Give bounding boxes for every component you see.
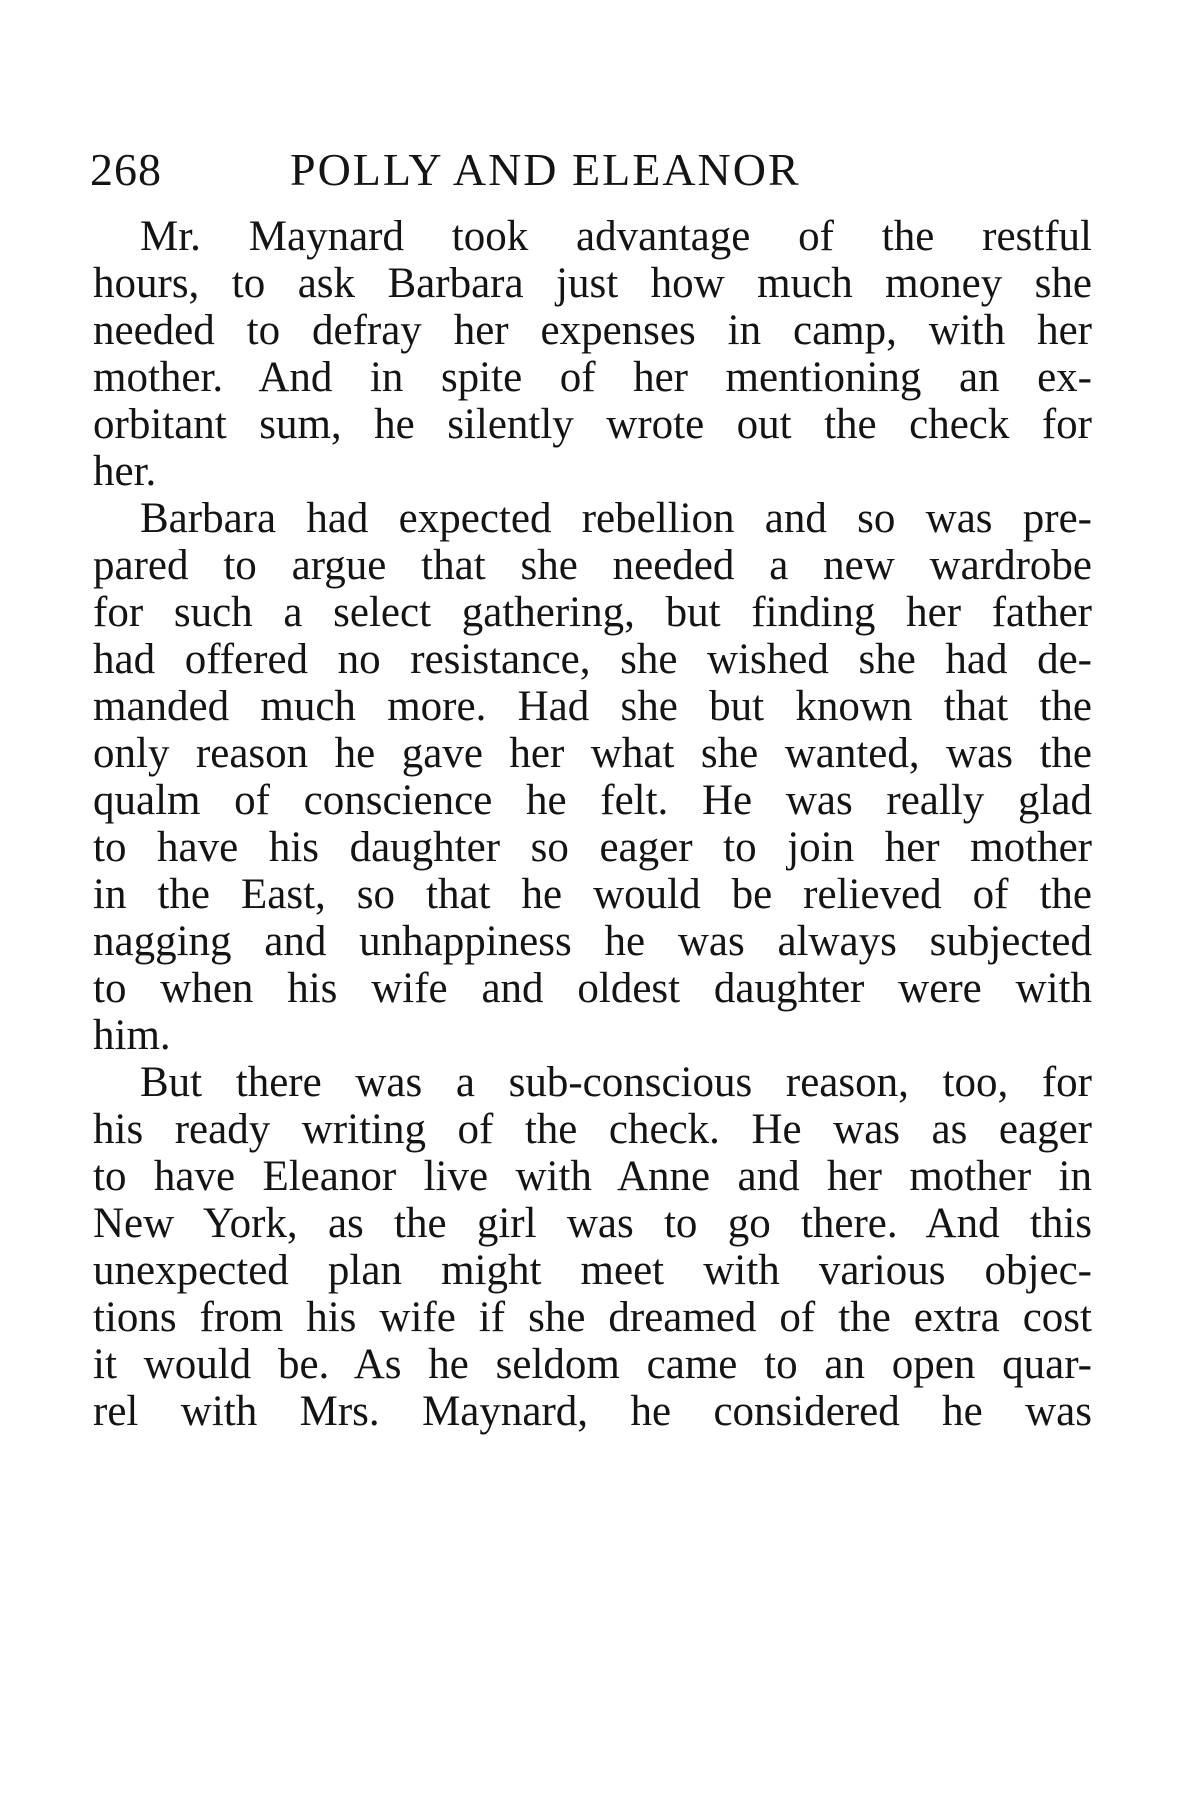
text-line: Barbara had expected rebellion and so was pre- [140, 495, 1092, 542]
text-line: unexpected plan might meet with various objec- [93, 1247, 1092, 1294]
running-title: POLLY AND ELEANOR [290, 144, 801, 195]
text-line: for such a select gathering, but finding her father [93, 589, 1092, 636]
text-line: New York, as the girl was to go there. And this [93, 1200, 1092, 1247]
text-line: in the East, so that he would be relieved of the [93, 871, 1092, 918]
text-line: needed to defray her expenses in camp, with her [93, 307, 1092, 354]
running-head [90, 140, 1090, 200]
text-line: to have Eleanor live with Anne and her mother in [93, 1153, 1092, 1200]
text-line: mother. And in spite of her mentioning an ex- [93, 354, 1092, 401]
text-line: Mr. Maynard took advantage of the restful [140, 213, 1092, 260]
text-line: to have his daughter so eager to join her mother [93, 824, 1092, 871]
text-line: to when his wife and oldest daughter were with [93, 965, 1092, 1012]
text-line: qualm of conscience he felt. He was really glad [93, 777, 1092, 824]
text-line: only reason he gave her what she wanted, was the [93, 730, 1092, 777]
text-line: pared to argue that she needed a new wardrobe [93, 542, 1092, 589]
text-line: nagging and unhappiness he was always subjected [93, 918, 1092, 965]
text-line: his ready writing of the check. He was as eager [93, 1106, 1092, 1153]
text-line: tions from his wife if she dreamed of the extra cost [93, 1294, 1092, 1341]
text-line: it would be. As he seldom came to an open quar- [93, 1341, 1092, 1388]
text-line: him. [93, 1012, 171, 1059]
text-line: her. [93, 448, 157, 495]
text-line: manded much more. Had she but known that the [93, 683, 1092, 730]
text-line: But there was a sub-conscious reason, too, for [140, 1059, 1092, 1106]
text-line: rel with Mrs. Maynard, he considered he was [93, 1388, 1092, 1435]
text-line: had offered no resistance, she wished she had de- [93, 636, 1092, 683]
text-line: hours, to ask Barbara just how much money she [93, 260, 1092, 307]
page-number: 268 [90, 144, 162, 195]
text-line: orbitant sum, he silently wrote out the check for [93, 401, 1092, 448]
